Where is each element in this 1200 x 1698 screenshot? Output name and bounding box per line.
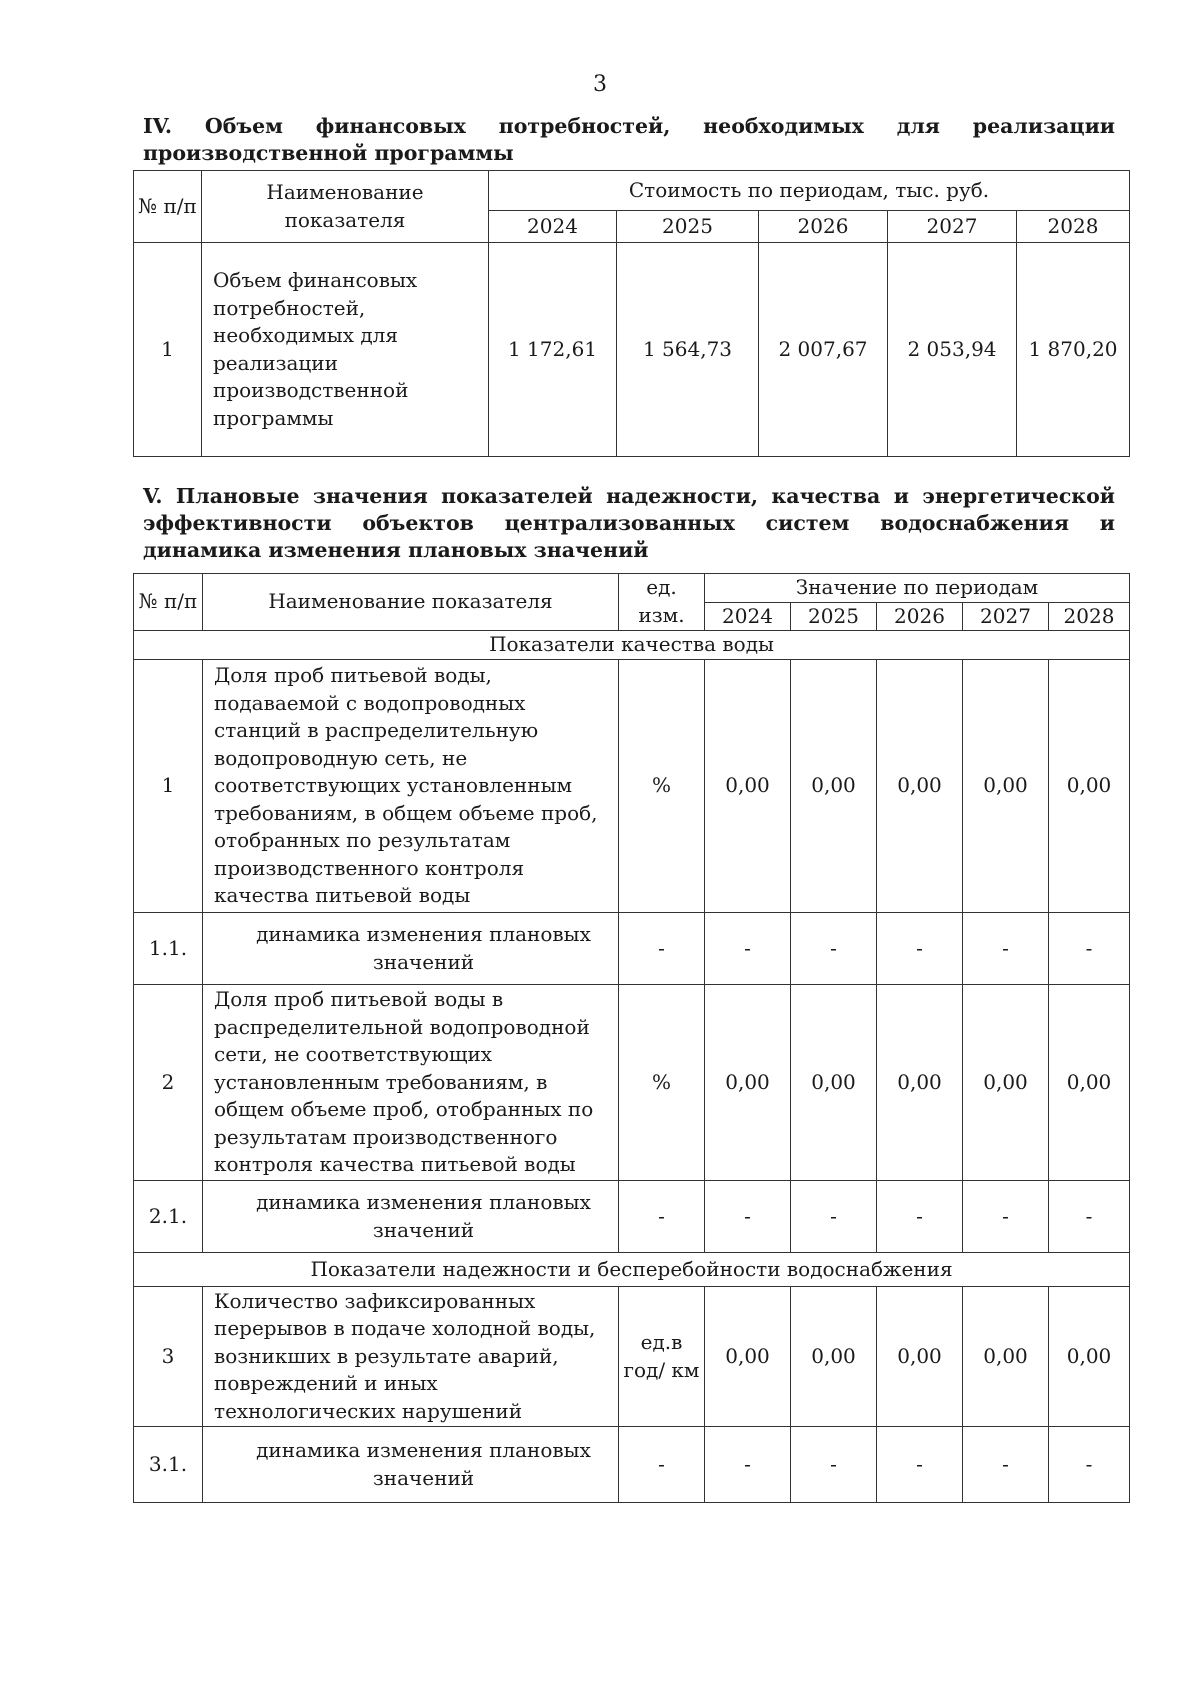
value-cell: 0,00: [877, 1287, 963, 1427]
value-cell: 2 007,67: [759, 243, 888, 457]
row-name: динамика изменения плановых значений: [203, 913, 619, 985]
value-cell: -: [705, 1181, 791, 1253]
value-cell: 1 870,20: [1017, 243, 1130, 457]
value-cell: -: [791, 1427, 877, 1503]
row-num: 2.1.: [134, 1181, 203, 1253]
row-num: 1.1.: [134, 913, 203, 985]
section-4-heading: IV. Объем финансовых потребностей, необходимых для реализации производственной программы: [143, 114, 1115, 165]
value-cell: -: [791, 913, 877, 985]
value-cell: 0,00: [1049, 985, 1130, 1181]
section-5-heading: V. Плановые значения показателей надежности, качества и энергетической эффективности объектов централизованных систем водоснабжения и динамика изменения плановых значений: [143, 484, 1115, 562]
row-name: динамика изменения плановых значений: [203, 1427, 619, 1503]
unit-cell: %: [619, 985, 705, 1181]
unit-cell: -: [619, 1427, 705, 1503]
value-cell: -: [963, 1181, 1049, 1253]
value-cell: -: [791, 1181, 877, 1253]
year-header: 2024: [489, 211, 617, 243]
value-cell: 0,00: [705, 660, 791, 913]
row-name: Доля проб питьевой воды в распределительной водопроводной сети, не соответствующих установленным требованиям, в общем объеме проб, отобранных по результатам производственного контроля качества питьевой воды: [203, 985, 619, 1181]
value-cell: 1 172,61: [489, 243, 617, 457]
value-cell: 0,00: [705, 1287, 791, 1427]
col-num-header: № п/п: [134, 171, 202, 243]
year-header: 2028: [1049, 602, 1130, 631]
value-cell: -: [877, 1181, 963, 1253]
value-cell: -: [705, 913, 791, 985]
indicators-table: [133, 573, 1130, 1503]
value-cell: 0,00: [791, 1287, 877, 1427]
value-cell: -: [1049, 913, 1130, 985]
row-num: 3.1.: [134, 1427, 203, 1503]
value-cell: 0,00: [963, 985, 1049, 1181]
value-cell: -: [963, 913, 1049, 985]
year-header: 2027: [888, 211, 1017, 243]
row-num: 3: [134, 1287, 203, 1427]
value-cell: 0,00: [963, 660, 1049, 913]
value-cell: -: [1049, 1181, 1130, 1253]
row-name: динамика изменения плановых значений: [203, 1181, 619, 1253]
value-cell: 1 564,73: [617, 243, 759, 457]
value-cell: 0,00: [705, 985, 791, 1181]
year-header: 2026: [877, 602, 963, 631]
value-cell: 0,00: [877, 660, 963, 913]
year-header: 2025: [791, 602, 877, 631]
group-header: Показатели качества воды: [134, 631, 1130, 660]
value-cell: -: [963, 1427, 1049, 1503]
unit-cell: ед.в год/ км: [619, 1287, 705, 1427]
col-unit-header: изм.: [619, 602, 705, 631]
value-cell: 0,00: [1049, 1287, 1130, 1427]
row-num: 1: [134, 243, 202, 457]
value-cell: -: [705, 1427, 791, 1503]
value-cell: 2 053,94: [888, 243, 1017, 457]
value-cell: -: [877, 913, 963, 985]
year-header: 2025: [617, 211, 759, 243]
unit-cell: -: [619, 1181, 705, 1253]
col-name-header: Наименование показателя: [202, 171, 489, 243]
col-values-header: Значение по периодам: [705, 574, 1130, 603]
col-num-header: № п/п: [134, 574, 203, 631]
row-name: Доля проб питьевой воды, подаваемой с водопроводных станций в распределительную водопроводную сеть, не соответствующих установленным требованиям, в общем объеме проб, отобранных по результатам производственного контроля качества питьевой воды: [203, 660, 619, 913]
page-number: 3: [593, 72, 607, 97]
unit-cell: %: [619, 660, 705, 913]
value-cell: 0,00: [963, 1287, 1049, 1427]
year-header: 2027: [963, 602, 1049, 631]
value-cell: -: [877, 1427, 963, 1503]
value-cell: 0,00: [791, 660, 877, 913]
row-num: 2: [134, 985, 203, 1181]
col-unit-header: ед.: [619, 574, 705, 603]
financial-needs-table: [133, 170, 1130, 457]
value-cell: 0,00: [791, 985, 877, 1181]
col-cost-header: Стоимость по периодам, тыс. руб.: [489, 171, 1130, 211]
row-name: Количество зафиксированных перерывов в подаче холодной воды, возникших в результате аварий, повреждений и иных технологических нарушений: [203, 1287, 619, 1427]
year-header: 2024: [705, 602, 791, 631]
year-header: 2026: [759, 211, 888, 243]
row-name: Объем финансовых потребностей, необходимых для реализации производственной программы: [202, 243, 489, 457]
col-name-header: Наименование показателя: [203, 574, 619, 631]
unit-cell: -: [619, 913, 705, 985]
year-header: 2028: [1017, 211, 1130, 243]
row-num: 1: [134, 660, 203, 913]
value-cell: 0,00: [877, 985, 963, 1181]
group-header: Показатели надежности и бесперебойности водоснабжения: [134, 1253, 1130, 1287]
value-cell: 0,00: [1049, 660, 1130, 913]
value-cell: -: [1049, 1427, 1130, 1503]
